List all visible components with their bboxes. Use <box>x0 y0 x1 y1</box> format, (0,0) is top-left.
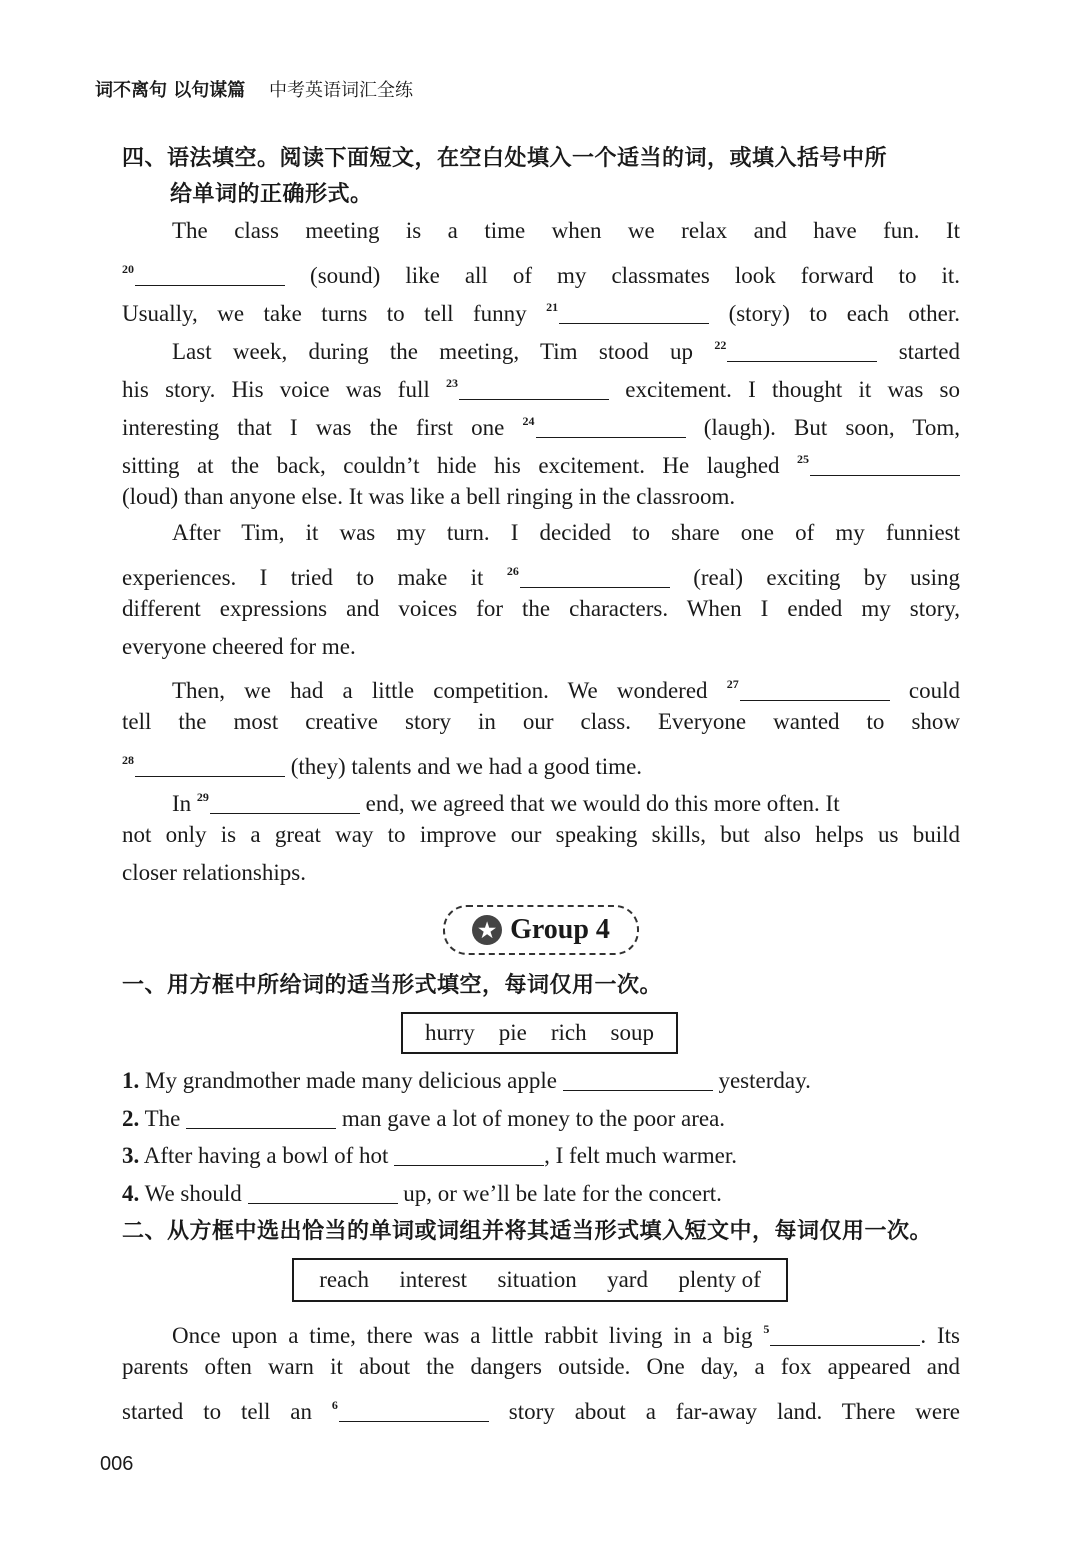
passage-line: not only is a great way to improve our speaking skills, but also helps us build <box>122 822 960 847</box>
page-number: 006 <box>100 1453 134 1475</box>
part1-heading: 一、用方框中所给词的适当形式填空，每词仅用一次。 <box>122 973 663 998</box>
passage-line: closer relationships. <box>122 860 306 885</box>
word-box-item: soup <box>610 1020 654 1045</box>
answer-blank-23[interactable] <box>459 375 609 400</box>
word-box-item: rich <box>550 1020 587 1045</box>
answer-blank-2[interactable] <box>186 1104 336 1129</box>
exercise-item: 4. We should up, or we’ll be late for the concert. <box>122 1181 722 1206</box>
answer-blank-27[interactable] <box>740 676 890 701</box>
exercise-item: 3. After having a bowl of hot , I felt much warmer. <box>122 1143 737 1168</box>
answer-blank-28[interactable] <box>135 752 285 777</box>
group-badge <box>443 905 639 955</box>
word-box-item: yard <box>607 1267 648 1292</box>
item-number: 3. <box>122 1143 140 1168</box>
passage-line: parents often warn it about the dangers outside. One day, a fox appeared and <box>122 1354 960 1379</box>
word-box-item: situation <box>497 1267 577 1292</box>
answer-blank-5[interactable] <box>770 1321 920 1346</box>
blank-number: 28 <box>122 753 134 767</box>
header-series-title: 词不离句 以句谋篇 <box>95 80 246 101</box>
word-box-item: interest <box>399 1267 468 1292</box>
answer-blank-6[interactable] <box>339 1397 489 1422</box>
part2-heading: 二、从方框中选出恰当的单词或词组并将其适当形式填入短文中，每词仅用一次。 <box>122 1219 933 1244</box>
blank-number: 26 <box>506 564 519 578</box>
exercise-item: 2. The man gave a lot of money to the poor area. <box>122 1106 726 1131</box>
blank-number: 5 <box>763 1322 770 1336</box>
passage-line: In $^{29}$ end, we agreed that we would do this more often. It <box>172 790 840 816</box>
word-box-item: reach <box>319 1267 369 1292</box>
blank-number: 25 <box>797 452 809 466</box>
section4-heading-line2: 给单词的正确形式。 <box>170 182 373 207</box>
answer-blank-26[interactable] <box>520 563 670 588</box>
passage-line: tell the most creative story in our class. Everyone wanted to show <box>122 709 960 734</box>
blank-number: 6 <box>331 1398 338 1412</box>
word-box-item: plenty of <box>678 1267 761 1292</box>
passage-line: Last week, during the meeting, Tim stood up $^{22}$ started <box>172 338 961 364</box>
passage-line: his story. His voice was full $^{23}$ excitement. I thought it was so <box>122 376 961 402</box>
passage-line: experiences. I tried to make it $^{26}$ (real) exciting by using <box>122 564 961 590</box>
item-number: 1. <box>122 1068 140 1093</box>
passage-line: Then, we had a little competition. We wondered $^{27}$ could <box>172 677 960 703</box>
passage-line: different expressions and voices for the characters. When I ended my story, <box>122 596 960 621</box>
passage-line: Usually, we take turns to tell funny $^{21}$ (story) to each other. <box>122 300 961 326</box>
group-label: Group 4 <box>510 914 610 945</box>
answer-blank-29[interactable] <box>210 789 360 814</box>
running-header <box>95 76 413 102</box>
blank-number: 20 <box>122 262 134 276</box>
item-number: 2. <box>122 1106 140 1131</box>
word-box-part2 <box>292 1258 788 1302</box>
section4-heading-line1: 四、语法填空。阅读下面短文，在空白处填入一个适当的词，或填入括号中所 <box>122 146 888 171</box>
passage-line: (loud) than anyone else. It was like a bell ringing in the classroom. <box>122 484 736 509</box>
passage-line: interesting that I was the first one $^{24}$ (laugh). But soon, Tom, <box>122 414 960 440</box>
word-box-item: pie <box>498 1020 527 1045</box>
item-number: 4. <box>122 1181 140 1206</box>
header-book-title: 中考英语词汇全练 <box>269 80 414 101</box>
passage-line: everyone cheered for me. <box>122 634 356 659</box>
passage-line: The class meeting is a time when we relax and have fun. It <box>172 218 960 243</box>
passage-line: Once upon a time, there was a little rabbit living in a big $^5$ . Its <box>172 1322 961 1348</box>
passage-line: $^{20}$ (sound) like all of my classmates look forward to it. <box>122 262 961 288</box>
blank-number: 24 <box>522 414 535 428</box>
passage-line: sitting at the back, couldn’t hide his excitement. He laughed $^{25}$ <box>122 440 960 478</box>
passage-line: started to tell an $^6$ story about a far-away land. There were <box>122 1398 960 1424</box>
blank-number: 27 <box>726 677 739 691</box>
word-box-part1 <box>401 1012 678 1054</box>
answer-blank-22[interactable] <box>727 337 877 362</box>
blank-number: 22 <box>714 338 727 352</box>
blank-number: 21 <box>546 300 559 314</box>
word-box-item: hurry <box>424 1020 475 1045</box>
answer-blank-21[interactable] <box>559 299 709 324</box>
answer-blank-24[interactable] <box>536 413 686 438</box>
passage-line: After Tim, it was my turn. I decided to share one of my funniest <box>172 520 960 545</box>
answer-blank-1[interactable] <box>563 1066 713 1091</box>
answer-blank-3[interactable] <box>394 1141 544 1166</box>
blank-number: 29 <box>196 790 209 804</box>
blank-number: 23 <box>446 376 458 390</box>
star-icon: ★ <box>472 915 502 945</box>
answer-blank-20[interactable] <box>135 261 285 286</box>
answer-blank-25[interactable] <box>810 451 960 476</box>
exercise-item: 1. My grandmother made many delicious apple yesterday. <box>122 1068 811 1093</box>
passage-line: $^{28}$ (they) talents and we had a good time. <box>122 753 643 779</box>
answer-blank-4[interactable] <box>248 1179 398 1204</box>
